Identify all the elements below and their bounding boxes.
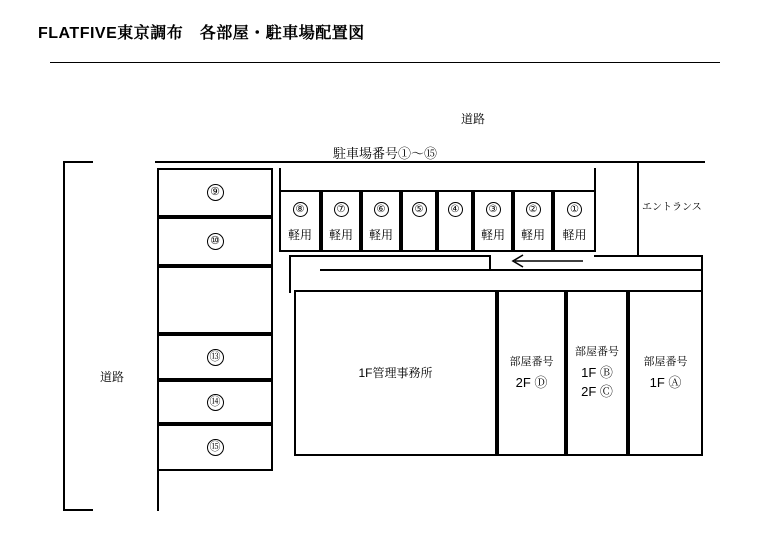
room-office-label: 1F管理事務所 <box>358 366 433 380</box>
parking-kei-2: 軽用 <box>520 228 545 242</box>
driveway-far-right-wall <box>701 255 703 295</box>
parking-number-14: ⑭ <box>207 394 224 411</box>
parking-number-10: ⑩ <box>207 233 224 250</box>
parking-number-9: ⑨ <box>207 184 224 201</box>
room-1F-B-2F-C-label: 部屋番号 <box>575 346 619 359</box>
room-1F-A-value: 1F Ⓐ <box>649 374 682 390</box>
left-road-top-tick <box>63 161 93 163</box>
room-1F-A-label: 部屋番号 <box>643 356 688 368</box>
stall-block-left-wall <box>279 168 281 192</box>
parking-stall-5[interactable] <box>401 190 437 252</box>
parking-number-15: ⑮ <box>207 439 224 456</box>
parking-stall-7[interactable] <box>321 190 361 252</box>
parking-stall-6[interactable] <box>361 190 401 252</box>
parking-cell-14[interactable] <box>157 380 273 424</box>
parking-kei-6: 軽用 <box>368 228 393 242</box>
room-1F-A[interactable] <box>628 290 703 456</box>
parking-number-blank <box>207 292 224 309</box>
parking-cell-9[interactable] <box>157 168 273 217</box>
parking-number-5: ⑤ <box>412 202 427 217</box>
parking-kei-8: 軽用 <box>287 228 312 242</box>
parking-stall-3[interactable] <box>473 190 513 252</box>
driveway-upper-right-line <box>594 255 703 257</box>
parking-number-8: ⑧ <box>293 202 308 217</box>
room-1F-B-value: 1F Ⓑ <box>581 364 613 380</box>
room-2F-D-label: 部屋番号 <box>509 356 554 368</box>
parking-header-label: 駐車場番号①〜⑮ <box>333 146 438 161</box>
entrance-label: エントランス <box>642 202 702 213</box>
parking-kei-1: 軽用 <box>562 228 587 242</box>
stall-block-right-wall <box>594 168 596 192</box>
parking-number-6: ⑥ <box>374 202 389 217</box>
road-top-label: 道路 <box>461 112 486 126</box>
parking-number-3: ③ <box>486 202 501 217</box>
left-column-extension <box>157 471 159 511</box>
entrance-divider-line <box>637 161 639 256</box>
page-title: FLATFIVE東京調布 各部屋・駐車場配置図 <box>38 25 365 42</box>
parking-number-1: ① <box>567 202 582 217</box>
parking-number-13: ⑬ <box>207 349 224 366</box>
left-road-vertical <box>63 161 65 511</box>
parking-number-4: ④ <box>448 202 463 217</box>
room-2F-D[interactable] <box>497 290 566 456</box>
parking-cell-blank[interactable] <box>157 266 273 334</box>
parking-stall-4[interactable] <box>437 190 473 252</box>
road-left-label: 道路 <box>100 370 125 384</box>
parking-number-7: ⑦ <box>334 202 349 217</box>
parking-number-2: ② <box>526 202 541 217</box>
parking-kei-7: 軽用 <box>328 228 353 242</box>
title-divider <box>50 62 720 63</box>
parking-cell-13[interactable] <box>157 334 273 380</box>
parking-kei-3: 軽用 <box>480 228 505 242</box>
room-1F-B-2F-C[interactable] <box>566 290 628 456</box>
parking-cell-10[interactable] <box>157 217 273 266</box>
top-road-line <box>155 161 705 163</box>
driveway-left-wall <box>289 255 291 293</box>
parking-stall-1[interactable] <box>553 190 596 252</box>
driveway-top-line <box>289 255 489 257</box>
driveway-inner-line <box>320 269 490 271</box>
left-road-bottom-tick <box>63 509 93 511</box>
parking-stall-2[interactable] <box>513 190 553 252</box>
entry-direction-arrow <box>509 252 589 270</box>
parking-cell-15[interactable] <box>157 424 273 471</box>
room-2F-C-value: 2F Ⓒ <box>581 384 613 400</box>
room-2F-D-value: 2F Ⓓ <box>515 374 548 390</box>
parking-stall-8[interactable] <box>279 190 321 252</box>
room-office[interactable] <box>294 290 497 456</box>
